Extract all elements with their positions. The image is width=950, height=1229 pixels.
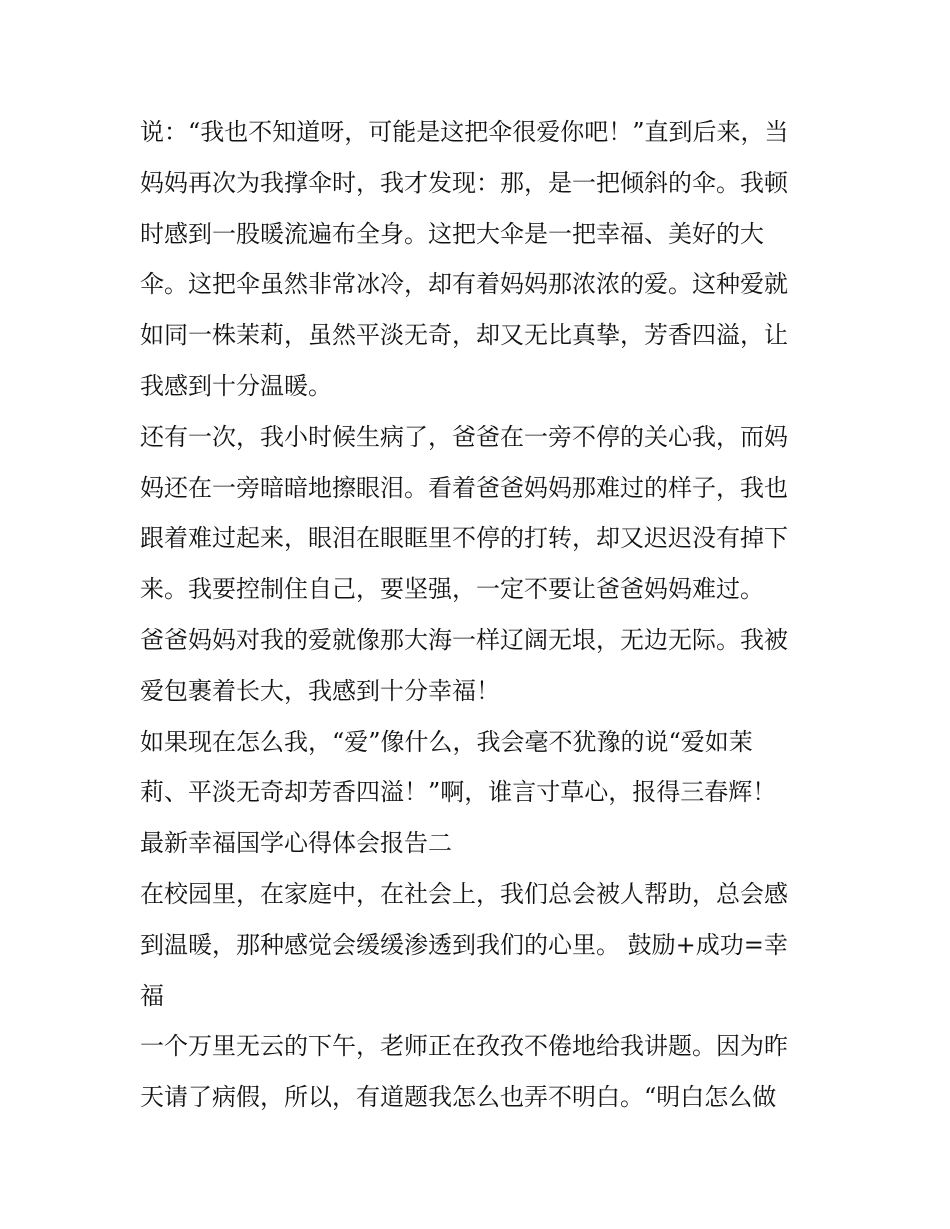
text-line: 妈妈再次为我撑伞时，我才发现：那，是一把倾斜的伞。我顿 [140,168,788,197]
text-line: 一个万里无云的下午，老师正在孜孜不倦地给我讲题。因为昨 [140,1032,788,1061]
text-line: 爱包裹着长大，我感到十分幸福！ [140,676,500,705]
text-line: 时感到一股暖流遍布全身。这把大伞是一把幸福、美好的大 [140,219,764,248]
text-line: 跟着难过起来，眼泪在眼眶里不停的打转，却又迟迟没有掉下 [140,524,788,553]
text-line: 还有一次，我小时候生病了，爸爸在一旁不停的关心我，而妈 [140,422,788,451]
text-line: 说：“我也不知道呀，可能是这把伞很爱你吧！”直到后来，当 [140,118,789,146]
text-line: 在校园里，在家庭中，在社会上，我们总会被人帮助，总会感 [140,879,788,908]
text-line: 来。我要控制住自己，要坚强，一定不要让爸爸妈妈难过。 [140,575,764,604]
text-line: 如果现在怎么我，“爱”像什么，我会毫不犹豫的说“爱如茉 [140,727,753,756]
text-line: 爸爸妈妈对我的爱就像那大海一样辽阔无垠，无边无际。我被 [140,625,788,654]
text-line: 伞。这把伞虽然非常冰冷，却有着妈妈那浓浓的爱。这种爱就 [140,270,788,299]
section-heading: 最新幸福国学心得体会报告二 [140,829,452,858]
text-line: 莉、平淡无奇却芳香四溢！”啊，谁言寸草心，报得三春辉！ [140,778,777,807]
text-line: 我感到十分温暖。 [140,371,332,400]
text-line: 天请了病假，所以，有道题我怎么也弄不明白。“明白怎么做 [140,1083,777,1112]
text-line: 如同一株茉莉，虽然平淡无奇，却又无比真挚，芳香四溢，让 [140,321,788,350]
text-line: 福 [140,981,164,1010]
text-line: 妈还在一旁暗暗地擦眼泪。看着爸爸妈妈那难过的样子，我也 [140,473,788,502]
text-line: 到温暖，那种感觉会缓缓渗透到我们的心里。 鼓励+成功=幸 [140,930,788,959]
body-text [140,107,830,1123]
